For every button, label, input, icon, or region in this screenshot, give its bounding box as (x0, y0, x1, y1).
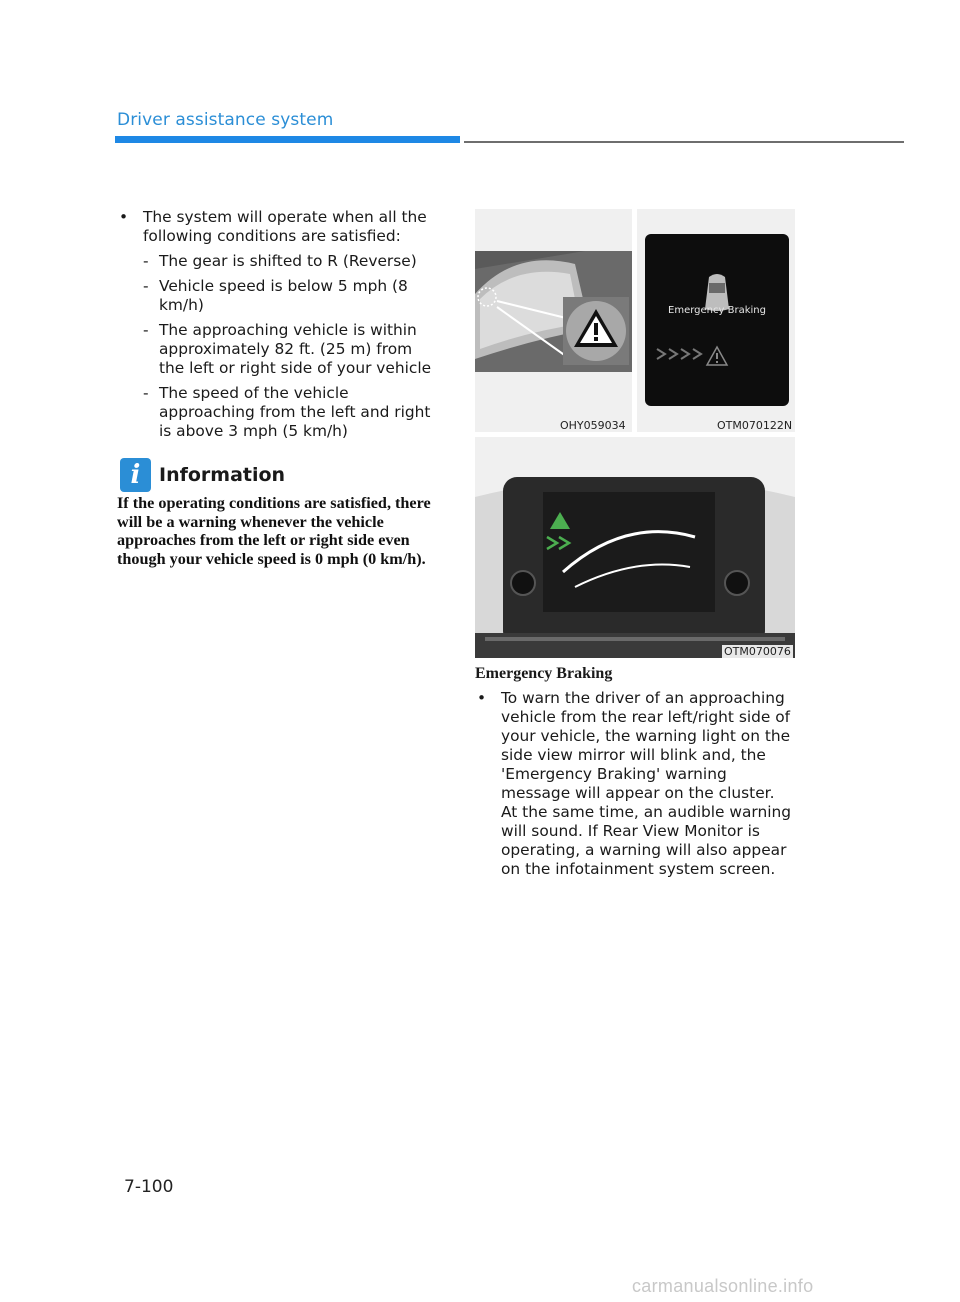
cluster-illustration (637, 209, 795, 432)
infotainment-figure (475, 437, 795, 658)
information-title: Information (159, 464, 286, 486)
dash-marker: - (143, 277, 149, 295)
right-column (475, 689, 795, 879)
condition-text: The gear is shifted to R (Reverse) (159, 252, 417, 270)
bullet-text: To warn the driver of an approaching vehicle from the rear left/right side of your vehicle, the warning light on the side view mirror will blink and, the 'Emergency Braking' warning message will appear on the cluster. At the same time, an audible warning will sound. If Rear View Monitor is operating, a warning will also appear on the infotainment system screen. (501, 689, 792, 878)
page-number: 7-100 (124, 1177, 174, 1197)
dash-marker: - (143, 384, 149, 402)
mirror-figure (475, 209, 632, 432)
watermark: carmanualsonline.info (632, 1276, 814, 1296)
figure-code: OTM070076 (724, 645, 791, 658)
condition-item (117, 384, 442, 441)
information-body: If the operating conditions are satisfied, there will be a warning whenever the vehicle approaches from the left or right side even though your vehicle speed is 0 mph (0 km/h). (117, 494, 431, 568)
condition-item (117, 321, 442, 378)
bullet-dot: • (477, 689, 487, 707)
bullet-item (475, 689, 795, 879)
condition-text: Vehicle speed is below 5 mph (8 km/h) (159, 277, 408, 314)
section-title: Driver assistance system (117, 110, 334, 130)
figure-code: OHY059034 (560, 419, 626, 432)
header-accent-bar (115, 136, 460, 143)
header-rule (464, 141, 904, 143)
info-icon: i (120, 458, 151, 492)
cluster-message: Emergency Braking (668, 305, 766, 316)
bullet-item (117, 208, 442, 246)
dash-marker: - (143, 321, 149, 339)
cluster-figure (637, 209, 795, 432)
figure-caption-title: Emergency Braking (475, 665, 613, 682)
figure-code: OTM070122N (717, 419, 793, 432)
bullet-text: The system will operate when all the following conditions are satisfied: (143, 208, 427, 245)
information-heading (120, 457, 285, 493)
condition-item (117, 252, 442, 271)
dash-marker: - (143, 252, 149, 270)
mirror-illustration (475, 209, 632, 432)
condition-text: The speed of the vehicle approaching from the left and right is above 3 mph (5 km/h) (159, 384, 431, 440)
bullet-dot: • (119, 208, 129, 226)
condition-item (117, 277, 442, 315)
infotainment-illustration (475, 437, 795, 658)
left-column (117, 208, 442, 441)
condition-text: The approaching vehicle is within approximately 82 ft. (25 m) from the left or right side of your vehicle (159, 321, 432, 377)
